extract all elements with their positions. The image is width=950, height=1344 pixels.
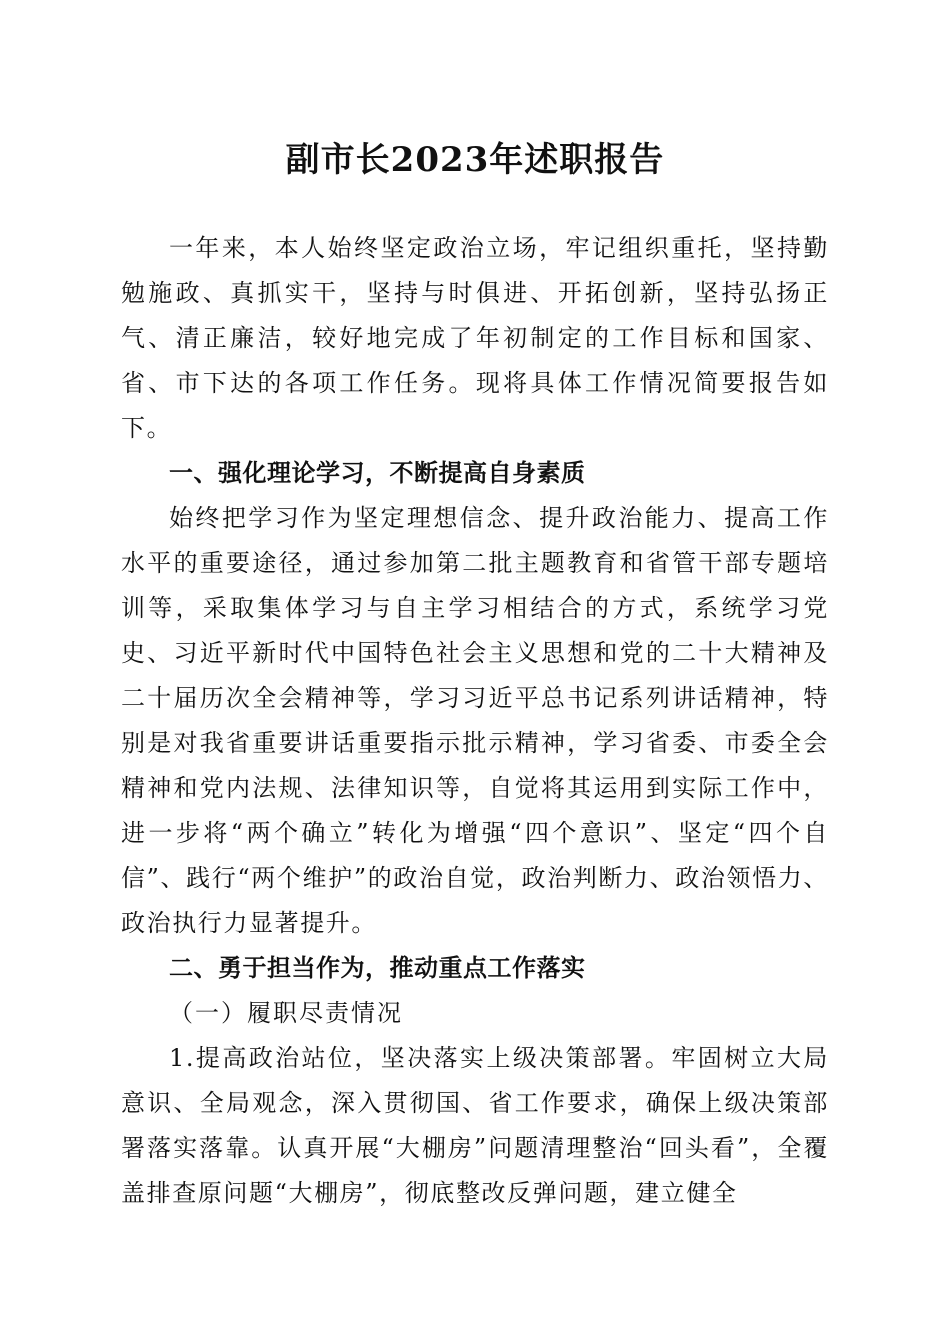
- section-2-subheading: （一）履职尽责情况: [169, 999, 403, 1027]
- document-title: 副市长2023年述职报告: [285, 140, 665, 180]
- section-2-heading: 二、勇于担当作为，推动重点工作落实: [169, 954, 586, 982]
- section-2-paragraph: 1.提高政治站位，坚决落实上级决策部署。牢固树立大局意识、全局观念，深入贯彻国、省工作要求，确保上级决策部署落实落靠。认真开展“大棚房”问题清理整治“回头看”，全覆盖排查原问题“大棚房”，彻底整改反弹问题，建立健全: [121, 1044, 829, 1207]
- section-1-heading: 一、强化理论学习，不断提高自身素质: [169, 459, 586, 487]
- document-body: [121, 226, 829, 1216]
- section-1-paragraph: 始终把学习作为坚定理想信念、提升政治能力、提高工作水平的重要途径，通过参加第二批主题教育和省管干部专题培训等，采取集体学习与自主学习相结合的方式，系统学习党史、习近平新时代中国特色社会主义思想和党的二十大精神及二十届历次全会精神等，学习习近平总书记系列讲话精神，特别是对我省重要讲话重要指示批示精神，学习省委、市委全会精神和党内法规、法律知识等，自觉将其运用到实际工作中，进一步将“两个确立”转化为增强“四个意识”、坚定“四个自信”、践行“两个维护”的政治自觉，政治判断力、政治领悟力、政治执行力显著提升。: [121, 504, 829, 937]
- intro-paragraph: 一年来，本人始终坚定政治立场，牢记组织重托，坚持勤勉施政、真抓实干，坚持与时俱进、开拓创新，坚持弘扬正气、清正廉洁，较好地完成了年初制定的工作目标和国家、省、市下达的各项工作任务。现将具体工作情况简要报告如下。: [121, 234, 829, 442]
